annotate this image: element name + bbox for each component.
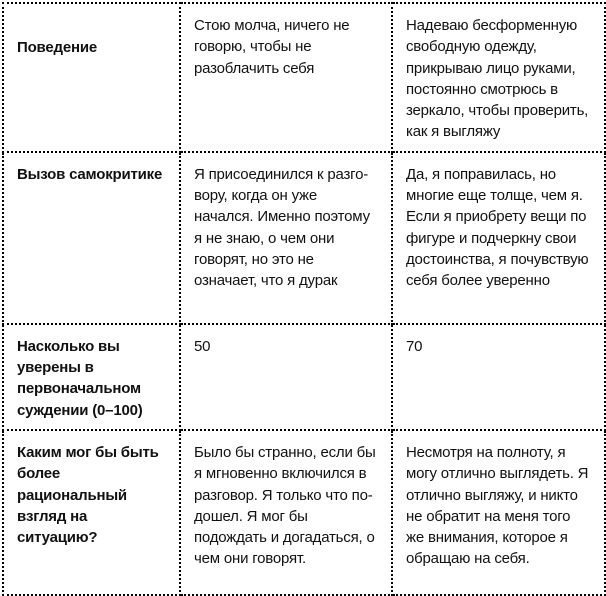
cell-rational-view-person1: Было бы странно, если бы я мгновенно включился в разговор. Я только что подошел. Я мог бы подождать и догадаться, о чем они говорят. xyxy=(180,430,392,595)
table-row xyxy=(3,324,605,430)
row-header-behavior: Поведение xyxy=(3,3,180,152)
row-header-rational-view: Каким мог бы быть более рациональный взгляд на ситуацию? xyxy=(3,430,180,595)
cell-behavior-person2: Надеваю бесформенную свободную одежду, прикрываю лицо руками, постоянно смотрюсь в зеркало, чтобы проверить, как я выгляжу xyxy=(392,3,605,152)
table-row xyxy=(3,3,605,152)
table-row xyxy=(3,430,605,595)
row-header-challenge: Вызов самокритике xyxy=(3,152,180,324)
cell-behavior-person1: Стою молча, ничего не говорю, чтобы не разоблачить себя xyxy=(180,3,392,152)
cell-rational-view-person2: Несмотря на полноту, я могу отлично выглядеть. Я отлично выгляжу, и никто не обратит на меня того же внимания, которое я обращаю на себя. xyxy=(392,430,605,595)
cell-confidence-person2: 70 xyxy=(392,324,605,430)
cell-confidence-person1: 50 xyxy=(180,324,392,430)
table-row xyxy=(3,152,605,324)
cbt-worksheet-table xyxy=(2,2,606,596)
row-header-confidence: Насколько вы уверены в первоначальном суждении (0–100) xyxy=(3,324,180,430)
cell-challenge-person2: Да, я поправилась, но многие еще толще, чем я. Если я приобрету вещи по фигуре и подчеркну свои достоинства, я почувствую себя более уверенно xyxy=(392,152,605,324)
cell-challenge-person1: Я присоединился к разговору, когда он уже начался. Именно поэтому я не знаю, о чем они говорят, но это не означает, что я дурак xyxy=(180,152,392,324)
